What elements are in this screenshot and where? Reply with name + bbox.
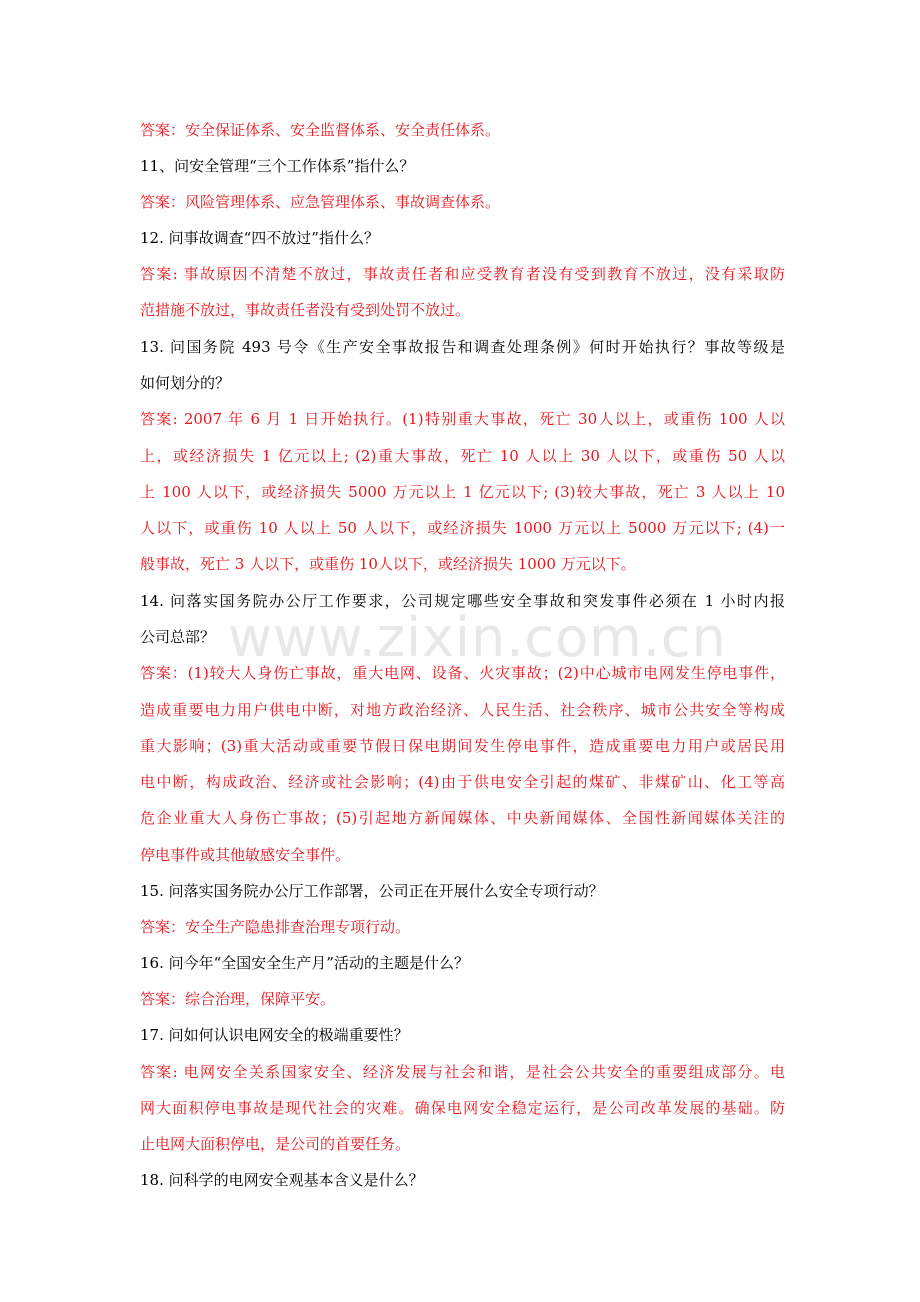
answer-line: 答案：安全保证体系、安全监督体系、安全责任体系。 [140, 121, 501, 139]
question-line: 11、问安全管理“三个工作体系”指什么？ [140, 157, 415, 175]
answer-line: 电中断，构成政治、经济或社会影响；(4)由于供电安全引起的煤矿、非煤矿山、化工等高 [140, 773, 785, 791]
answer-line: 般事故，死亡 3 人以下，或重伤 10人以下，或经济损失 1000 万元以下。 [140, 555, 636, 573]
answer-line: 重大影响；(3)重大活动或重要节假日保电期间发生停电事件，造成重要电力用户或居民用 [140, 737, 785, 755]
question-line: 公司总部？ [140, 628, 216, 646]
answer-line: 造成重要电力用户供电中断，对地方政治经济、人民生活、社会秩序、城市公共安全等构成 [140, 701, 785, 719]
answer-line: 答案：(1)较大人身伤亡事故，重大电网、设备、火灾事故；(2)中心城市电网发生停电事件， [140, 664, 785, 682]
answer-line: 范措施不放过，事故责任者没有受到处罚不放过。 [140, 301, 471, 319]
answer-line: 危企业重大人身伤亡事故；(5)引起地方新闻媒体、中央新闻媒体、全国性新闻媒体关注的 [140, 809, 785, 827]
answer-line: 止电网大面积停电，是公司的首要任务。 [140, 1135, 411, 1153]
question-line: 15. 问落实国务院办公厅工作部署，公司正在开展什么安全专项行动？ [140, 882, 604, 900]
answer-line: 答案: 2007 年 6 月 1 日开始执行。(1)特别重大事故，死亡 30人以上，或重伤 100 人以 [140, 410, 785, 428]
question-line: 13. 问国务院 493 号令《生产安全事故报告和调查处理条例》何时开始执行？事故等级是 [140, 338, 785, 356]
answer-line: 人以下，或重伤 10 人以上 50 人以下，或经济损失 1000 万元以上 5000 万元以下; (4)一 [140, 519, 785, 537]
answer-line: 答案: 事故原因不清楚不放过，事故责任者和应受教育者没有受到教育不放过，没有采取防 [140, 265, 785, 283]
question-line: 12. 问事故调查“四不放过”指什么？ [140, 229, 379, 247]
answer-line: 网大面积停电事故是现代社会的灾难。确保电网安全稳定运行，是公司改革发展的基础。防 [140, 1099, 785, 1117]
question-line: 18. 问科学的电网安全观基本含义是什么？ [140, 1171, 424, 1189]
answer-line: 答案：综合治理，保障平安。 [140, 990, 336, 1008]
answer-line: 答案: 电网安全关系国家安全、经济发展与社会和谐，是社会公共安全的重要组成部分。电 [140, 1063, 785, 1081]
answer-line: 答案：风险管理体系、应急管理体系、事故调查体系。 [140, 193, 501, 211]
question-line: 16. 问今年“全国安全生产月”活动的主题是什么？ [140, 954, 469, 972]
answer-line: 答案：安全生产隐患排查治理专项行动。 [140, 918, 411, 936]
answer-line: 停电事件或其他敏感安全事件。 [140, 846, 351, 864]
question-line: 17. 问如何认识电网安全的极端重要性？ [140, 1026, 409, 1044]
watermark-text: www.zixin.com.cn [228, 606, 727, 669]
answer-line: 上 100 人以下，或经济损失 5000 万元以上 1 亿元以下; (3)较大事故，死亡 3 人以上 10 [140, 483, 785, 501]
answer-line: 上，或经济损失 1 亿元以上; (2)重大事故，死亡 10 人以上 30 人以下，或重伤 50 人以 [140, 447, 785, 465]
question-line: 14. 问落实国务院办公厅工作要求，公司规定哪些安全事故和突发事件必须在 1 小时内报 [140, 592, 785, 610]
question-line: 如何划分的？ [140, 374, 231, 392]
